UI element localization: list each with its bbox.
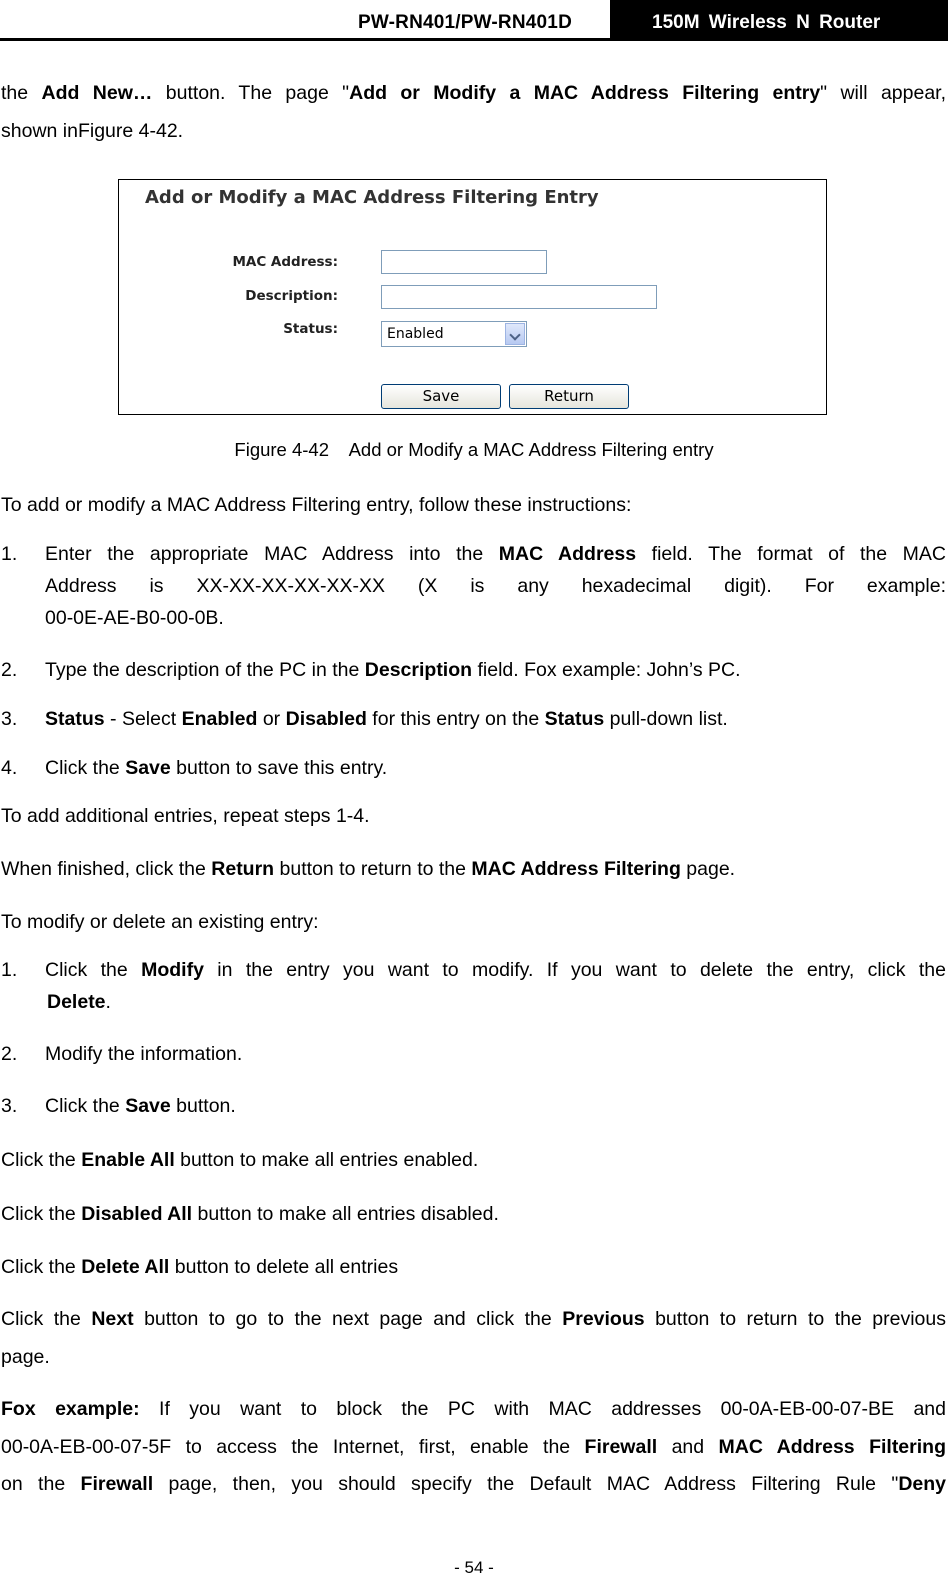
description-label: Description: (245, 288, 338, 304)
save-button[interactable]: Save (381, 384, 501, 409)
return-button[interactable]: Return (509, 384, 629, 409)
page-number: - 54 - (454, 1558, 494, 1577)
paragraph-additional: To add additional entries, repeat steps 1-4. (1, 805, 370, 827)
step-1: 1. Enter the appropriate MAC Address into the MAC Address field. The format of the MAC Address is XX-XX-XX-XX-XX-XX (X is any hexadecimal digit). For example: 00-0E-AE-B0-00-0B. (1, 543, 946, 629)
figure-title: Add or Modify a MAC Address Filtering Entry (145, 187, 599, 208)
mac-address-input[interactable] (381, 250, 547, 274)
intro-line-1: the Add New… button. The page "Add or Modify a MAC Address Filtering entry" will appear, (1, 82, 946, 104)
header-rule (0, 38, 948, 41)
page-header (0, 0, 948, 40)
status-select[interactable] (381, 321, 527, 347)
status-label: Status: (283, 321, 338, 337)
mac-filter-entry-figure (118, 179, 827, 415)
paragraph-example-3: on the Firewall page, then, you should specify the Default MAC Address Filtering Rule "Deny (1, 1473, 946, 1495)
paragraph-enable-all: Click the Enable All button to make all entries enabled. (1, 1149, 479, 1171)
paragraph-next-previous-cont: page. (1, 1346, 50, 1368)
figure-caption: Figure 4-42 Add or Modify a MAC Address Filtering entry (234, 439, 714, 460)
model-name: PW-RN401/PW-RN401D (358, 12, 572, 33)
description-input[interactable] (381, 285, 657, 309)
status-select-value: Enabled (387, 326, 444, 342)
chevron-down-icon[interactable] (505, 323, 525, 345)
paragraph-instructions: To add or modify a MAC Address Filtering entry, follow these instructions: (1, 494, 632, 516)
intro-line-2: shown inFigure 4-42. (1, 120, 184, 142)
paragraph-example-1: Fox example: If you want to block the PC with MAC addresses 00-0A-EB-00-07-BE and (1, 1398, 946, 1420)
paragraph-example-2: 00-0A-EB-00-07-5F to access the Internet, first, enable the Firewall and MAC Address Filtering (1, 1436, 946, 1458)
modify-step-1: 1. Click the Modify in the entry you want to modify. If you want to delete the entry, click the Delete. (1, 959, 946, 1013)
mac-address-label: MAC Address: (232, 254, 338, 270)
paragraph-modify: To modify or delete an existing entry: (1, 911, 319, 933)
paragraph-next-previous: Click the Next button to go to the next page and click the Previous button to return to the previous (1, 1308, 946, 1330)
paragraph-disabled-all: Click the Disabled All button to make all entries disabled. (1, 1203, 499, 1225)
paragraph-delete-all: Click the Delete All button to delete all entries (1, 1256, 399, 1278)
paragraph-finished: When finished, click the Return button to return to the MAC Address Filtering page. (1, 858, 736, 880)
product-name: 150M Wireless N Router (610, 0, 948, 40)
